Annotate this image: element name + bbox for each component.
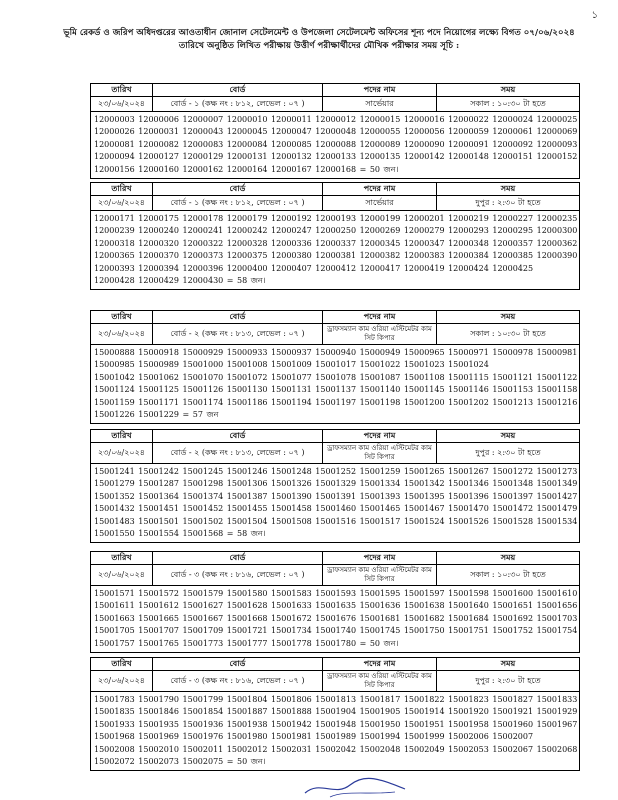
roll-number-line: 15001835 15001846 15001854 15001887 15001888 15001904 15001905 15001914 15001920 15001921 15001929 xyxy=(94,707,578,717)
roll-number-line: 15002072 15002073 15002075 = 50 জন। xyxy=(94,757,266,767)
date-header: তারিখ xyxy=(91,430,153,442)
board-name: বোর্ড - ১ (কক্ষ নং : ৮১২, লেভেল : ০৭ ) xyxy=(153,97,323,111)
board-header: বোর্ড xyxy=(153,183,323,195)
roll-number-line: 15001968 15001969 15001976 15001980 15001981 15001989 15001994 15001999 15002006 15002007 xyxy=(94,732,534,742)
roll-number-list xyxy=(91,112,579,178)
roll-number-line: 15001279 15001287 15001298 15001306 15001326 15001329 15001334 15001342 15001346 15001348 15001349 xyxy=(94,479,578,489)
schedule-info-row xyxy=(91,196,579,211)
roll-number-line: 15001241 15001242 15001245 15001246 15001248 15001252 15001259 15001265 15001267 15001272 15001273 xyxy=(94,467,578,476)
board-header: বোর্ড xyxy=(153,84,323,96)
roll-number-list xyxy=(91,586,579,652)
roll-number-line: 15001933 15001935 15001936 15001938 15001942 15001948 15001950 15001951 15001958 15001960 15001967 xyxy=(94,719,578,729)
exam-date: ২৩/০৬/২০২৪ xyxy=(91,565,153,585)
roll-number-line: 15001571 15001572 15001579 15001580 15001583 15001593 15001595 15001597 15001598 15001600 15001610 xyxy=(94,589,578,598)
post-name xyxy=(323,443,437,463)
post-name: সার্ভেয়ার xyxy=(323,97,437,111)
roll-number-line: 12000428 12000429 12000430 = 58 জন। xyxy=(94,276,266,286)
board-name: বোর্ড - ১ (কক্ষ নং : ৮১২, লেভেল : ০৭ ) xyxy=(153,196,323,210)
time-header: সময় xyxy=(500,311,516,321)
schedule-block xyxy=(90,182,580,290)
schedule-block xyxy=(90,83,580,179)
board-header: বোর্ড xyxy=(153,430,323,442)
schedule-info-row xyxy=(91,443,579,464)
schedule-info-row xyxy=(91,565,579,586)
roll-number-line: 15002008 15002010 15002011 15002012 15002031 15002042 15002048 15002049 15002053 15002067 15002068 xyxy=(94,744,578,754)
post-name xyxy=(323,565,437,585)
roll-number-list xyxy=(91,692,579,770)
time-header: সময় xyxy=(500,84,516,94)
board-header: বোর্ড xyxy=(153,552,323,564)
board-name: বোর্ড - ৩ (কক্ষ নং : ৮১৬, লেভেল : ০৭ ) xyxy=(153,565,323,585)
roll-number-line: 15001352 15001364 15001374 15001387 15001390 15001391 15001393 15001395 15001396 15001397 15001427 xyxy=(94,491,578,501)
exam-time: দুপুর : ২:৩০ টা হতে xyxy=(475,675,541,685)
roll-number-line: 15001705 15001707 15001709 15001721 15001734 15001740 15001745 15001750 15001751 15001752 15001754 xyxy=(94,626,578,636)
exam-time: দুপুর : ২:৩০ টা হতে xyxy=(475,197,541,207)
date-header: তারিখ xyxy=(91,311,153,323)
roll-number-line: 15001757 15001765 15001773 15001777 15001778 15001780 = 50 জন। xyxy=(94,638,399,648)
date-header: তারিখ xyxy=(91,552,153,564)
roll-number-line: 15001663 15001665 15001667 15001668 15001672 15001676 15001681 15001682 15001684 15001692 15001703 xyxy=(94,613,578,623)
schedule-block xyxy=(90,657,580,771)
roll-number-line: 12000081 12000082 12000083 12000084 12000085 12000088 12000089 12000090 12000091 12000092 12000093 xyxy=(94,139,578,149)
date-header: তারিখ xyxy=(91,183,153,195)
time-header: সময় xyxy=(500,552,516,562)
document-heading: ভূমি রেকর্ড ও জরিপ অধিদপ্তরের আওতাধীন জোনাল সেটেলমেন্ট ও উপজেলা সেটেলমেন্ট অফিসের শূন্য পদে নিয়োগের লক্ষ্যে বিগত ০৭/০৬/২০২৪ তারিখে অনুষ্ঠিত লিখিত পরীক্ষায় উত্তীর্ণ পরীক্ষার্থীদের মৌখিক পরীক্ষার সময় সূচি : xyxy=(63,28,575,51)
board-name: বোর্ড - ২ (কক্ষ নং : ৮১৩, লেভেল : ০৭ ) xyxy=(153,443,323,463)
exam-time: সকাল : ১০:৩০ টা হতে xyxy=(470,98,546,108)
page-number: ১ xyxy=(591,10,598,21)
schedule-header-row xyxy=(91,658,579,671)
schedule-header-row xyxy=(91,84,579,97)
post-name-text: ড্রাফসম্যান কাম ওরিয়া এস্টিমেটর কাম সিট কিপার xyxy=(327,566,432,583)
roll-number-line: 15000985 15000989 15001000 15001008 15001009 15001017 15001022 15001023 15001024 xyxy=(94,360,489,370)
schedule-info-row xyxy=(91,324,579,345)
exam-date: ২৩/০৬/২০২৪ xyxy=(91,324,153,344)
exam-time: দুপুর : ২:৩০ টা হতে xyxy=(475,447,541,457)
roll-number-line: 12000239 12000240 12000241 12000242 12000247 12000250 12000269 12000279 12000293 12000295 12000300 xyxy=(94,226,578,236)
signature-stamp-icon xyxy=(300,775,410,799)
post-name xyxy=(323,324,437,344)
date-header: তারিখ xyxy=(91,658,153,670)
roll-number-line: 12000094 12000127 12000129 12000131 12000132 12000133 12000135 12000142 12000148 12000151 12000152 xyxy=(94,152,578,162)
roll-number-line: 12000393 12000394 12000396 12000400 12000407 12000412 12000417 12000419 12000424 12000425 xyxy=(94,263,534,273)
schedule-info-row xyxy=(91,671,579,692)
board-name: বোর্ড - ৩ (কক্ষ নং : ৮১৬, লেভেল : ০৭ ) xyxy=(153,671,323,691)
roll-number-line: 15001611 15001612 15001627 15001628 15001633 15001635 15001636 15001638 15001640 15001651 15001656 xyxy=(94,601,578,611)
schedule-header-row xyxy=(91,552,579,565)
schedule-header-row xyxy=(91,311,579,324)
roll-number-line: 12000026 12000031 12000043 12000045 12000047 12000048 12000055 12000056 12000059 12000061 12000069 xyxy=(94,127,578,137)
post-name: সার্ভেয়ার xyxy=(323,196,437,210)
roll-number-line: 15000888 15000918 15000929 15000933 15000937 15000940 15000949 15000965 15000971 15000978 15000981 xyxy=(94,348,578,357)
schedule-block xyxy=(90,429,580,543)
time-header: সময় xyxy=(500,183,516,193)
roll-number-line: 15001042 15001062 15001070 15001072 15001077 15001078 15001087 15001108 15001115 15001121 15001122 xyxy=(94,372,578,382)
post-name-text: ড্রাফসম্যান কাম ওরিয়া এস্টিমেটর কাম সিট কিপার xyxy=(327,444,432,461)
roll-number-list xyxy=(91,345,579,423)
time-header: সময় xyxy=(500,658,516,668)
post-name-text: ড্রাফসম্যান কাম ওরিয়া এস্টিমেটর কাম সিট কিপার xyxy=(327,325,432,342)
time-header: সময় xyxy=(500,430,516,440)
post-name-text: ড্রাফসম্যান কাম ওরিয়া এস্টিমেটর কাম সিট কিপার xyxy=(327,672,432,689)
schedule-header-row xyxy=(91,183,579,196)
roll-number-line: 12000003 12000006 12000007 12000010 12000011 12000012 12000015 12000016 12000022 12000024 12000025 xyxy=(94,115,578,124)
roll-number-line: 15001226 15001229 = 57 জন xyxy=(94,410,219,420)
schedule-info-row xyxy=(91,97,579,112)
schedule-header-row xyxy=(91,430,579,443)
exam-time: সকাল : ১০:৩০ টা হতে xyxy=(470,328,546,338)
roll-number-line: 15001159 15001171 15001174 15001186 15001194 15001197 15001198 15001200 15001202 15001213 15001216 xyxy=(94,397,578,407)
exam-date: ২৩/০৬/২০২৪ xyxy=(91,671,153,691)
roll-number-line: 15001550 15001554 15001568 = 58 জন। xyxy=(94,529,266,539)
post-header: পদের নাম xyxy=(323,430,437,442)
schedule-block xyxy=(90,551,580,653)
roll-number-line: 15001783 15001790 15001799 15001804 15001806 15001813 15001817 15001822 15001823 15001827 15001833 xyxy=(94,695,578,704)
roll-number-line: 12000171 12000175 12000178 12000179 12000192 12000193 12000199 12000201 12000219 12000227 12000235 xyxy=(94,214,578,223)
roll-number-line: 15001483 15001501 15001502 15001504 15001508 15001516 15001517 15001524 15001526 15001528 15001534 xyxy=(94,516,578,526)
exam-time: সকাল : ১০:৩০ টা হতে xyxy=(470,569,546,579)
post-header: পদের নাম xyxy=(323,311,437,323)
roll-number-line: 12000318 12000320 12000322 12000328 12000336 12000337 12000345 12000347 12000348 12000357 12000362 xyxy=(94,238,578,248)
post-header: পদের নাম xyxy=(323,658,437,670)
post-name xyxy=(323,671,437,691)
post-header: পদের নাম xyxy=(323,84,437,96)
roll-number-line: 15001124 15001125 15001126 15001130 15001131 15001137 15001140 15001145 15001146 15001153 15001158 xyxy=(94,385,578,395)
board-name: বোর্ড - ২ (কক্ষ নং : ৮১৩, লেভেল : ০৭ ) xyxy=(153,324,323,344)
board-header: বোর্ড xyxy=(153,658,323,670)
roll-number-list xyxy=(91,464,579,542)
exam-date: ২৩/০৬/২০২৪ xyxy=(91,196,153,210)
schedule-block xyxy=(90,310,580,424)
post-header: পদের নাম xyxy=(323,183,437,195)
roll-number-list xyxy=(91,211,579,289)
roll-number-line: 12000365 12000370 12000373 12000375 12000380 12000381 12000382 12000383 12000384 12000385 12000390 xyxy=(94,251,578,261)
date-header: তারিখ xyxy=(91,84,153,96)
roll-number-line: 12000156 12000160 12000162 12000164 12000167 12000168 = 50 জন। xyxy=(94,164,399,174)
roll-number-line: 15001432 15001451 15001452 15001455 15001458 15001460 15001465 15001467 15001470 15001472 15001479 xyxy=(94,504,578,514)
exam-date: ২৩/০৬/২০২৪ xyxy=(91,443,153,463)
exam-date: ২৩/০৬/২০২৪ xyxy=(91,97,153,111)
post-header: পদের নাম xyxy=(323,552,437,564)
board-header: বোর্ড xyxy=(153,311,323,323)
